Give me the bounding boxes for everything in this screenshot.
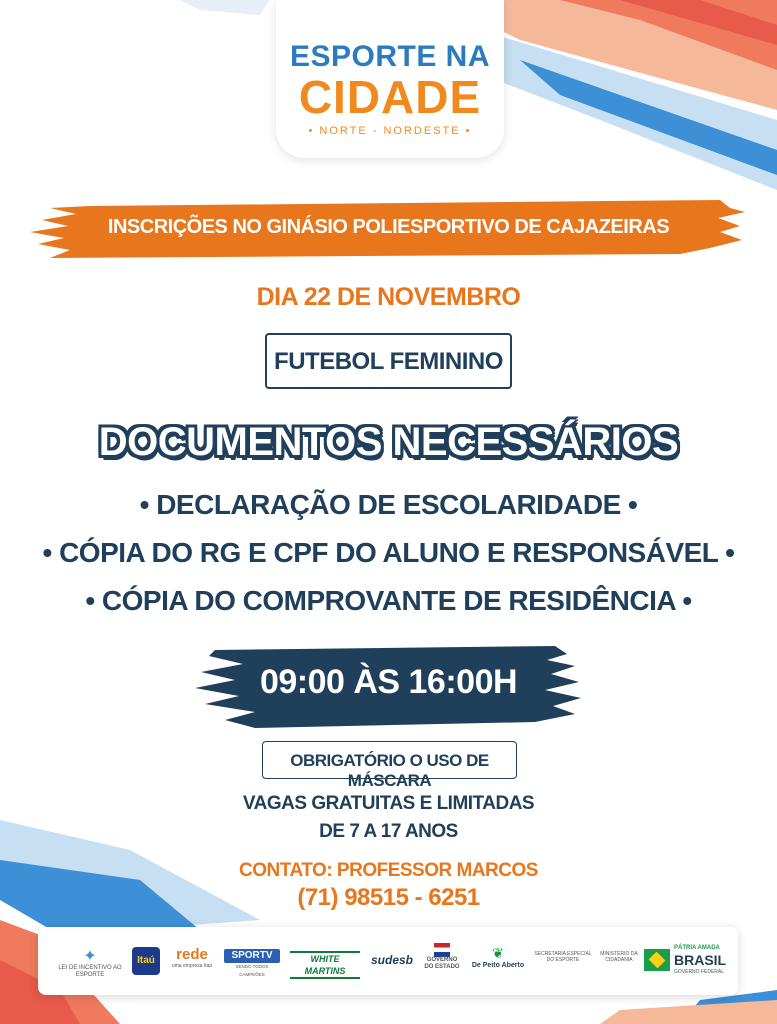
logo-line-1: ESPORTE NA bbox=[289, 40, 491, 73]
contact-label: CONTATO: PROFESSOR MARCOS bbox=[239, 860, 538, 881]
documents-title: DOCUMENTOS NECESSÁRIOS bbox=[98, 420, 679, 464]
de-peito-aberto-logo: ❦ De Peito Aberto bbox=[471, 945, 525, 969]
ministerio-cidadania-text: MINISTÉRIO DA CIDADANIA bbox=[600, 951, 638, 963]
white-martins-logo: WHITE MARTINS bbox=[290, 951, 360, 979]
document-item: • CÓPIA DO RG E CPF DO ALUNO E RESPONSÁVEL • bbox=[42, 537, 735, 568]
sportv-logo: SPORTV SENDO TODOS CAMPEÕES bbox=[224, 949, 280, 979]
leaf-icon: ❦ bbox=[492, 945, 504, 961]
bahia-flag-icon bbox=[434, 943, 450, 957]
sport-label: FUTEBOL FEMININO bbox=[274, 348, 503, 375]
rede-logo: rede uma empresa Itaú bbox=[171, 946, 213, 969]
logo-line-2: CIDADE bbox=[298, 71, 482, 123]
registration-location-banner: INSCRIÇÕES NO GINÁSIO POLIESPORTIVO DE CAJAZEIRAS bbox=[107, 216, 670, 238]
document-item: • CÓPIA DO COMPROVANTE DE RESIDÊNCIA • bbox=[85, 585, 692, 616]
logo-tagline: • NORTE - NORDESTE • bbox=[308, 125, 472, 137]
brazil-flag-icon bbox=[644, 949, 670, 971]
event-hours: 09:00 ÀS 16:00H bbox=[259, 663, 518, 701]
itau-logo: Itaú bbox=[132, 947, 160, 975]
event-date: DIA 22 DE NOVEMBRO bbox=[256, 283, 521, 311]
sport-box bbox=[265, 333, 512, 389]
document-item: • DECLARAÇÃO DE ESCOLARIDADE • bbox=[139, 489, 638, 520]
sponsor-logos-bar: ✦ LEI DE INCENTIVO AO ESPORTE Itaú rede uma empresa Itaú SPORTV SENDO TODOS CAMPEÕES WHITE MARTINS sudesb GOVERNO DO ESTADO ❦ De Peito Aberto SECRETARIA ESPECIAL DO ESPORTE MINISTÉRIO DA CIDADANIA PÁTRIA AMADA BRASIL GOVERNO FEDERAL bbox=[38, 927, 738, 995]
esporte-na-cidade-logo bbox=[276, 0, 504, 158]
governo-bahia-logo: GOVERNO DO ESTADO bbox=[422, 943, 462, 971]
vacancies-line-2: DE 7 A 17 ANOS bbox=[319, 821, 458, 842]
mask-notice: OBRIGATÓRIO O USO DE MÁSCARA bbox=[290, 751, 489, 790]
sudesb-logo: sudesb bbox=[370, 953, 413, 967]
secretaria-esporte-text: SECRETARIA ESPECIAL DO ESPORTE bbox=[534, 951, 592, 963]
mask-notice-box bbox=[262, 741, 517, 790]
lei-incentivo-logo: ✦ LEI DE INCENTIVO AO ESPORTE bbox=[58, 948, 122, 978]
vacancies-info bbox=[0, 790, 777, 846]
contact-phone: (71) 98515 - 6251 bbox=[297, 884, 480, 911]
lei-incentivo-icon: ✦ bbox=[83, 948, 97, 965]
vacancies-line-1: VAGAS GRATUITAS E LIMITADAS bbox=[242, 793, 535, 814]
